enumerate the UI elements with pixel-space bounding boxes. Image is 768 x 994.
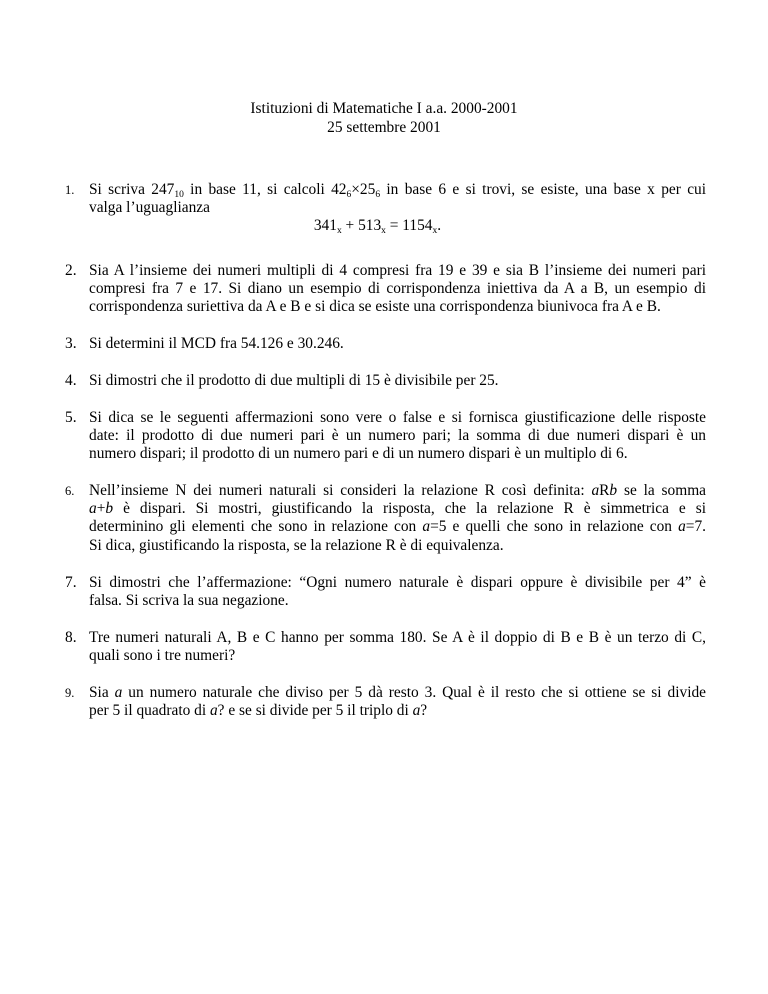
exercise-line: Nell’insieme N dei numeri naturali si consideri la relazione R così definita: aRb se la somma [89,482,706,499]
exercise-text [89,482,706,555]
exercise-number: 6. [65,484,75,498]
exercise-number: 7. [65,574,77,591]
exercise-number: 8. [65,629,77,646]
exercise-text [89,181,706,236]
exercise-line: falsa. Si scriva la sua negazione. [89,592,289,610]
exercise-text [89,409,706,464]
exercise-line: Si dica, giustificando la risposta, se la relazione R è di equivalenza. [89,536,504,554]
exercise-number: 2. [65,262,77,279]
exercise-line: quali sono i tre numeri? [89,647,236,665]
exercise-line: corrispondenza suriettiva da A e B e si dica se esiste una corrispondenza biunivoca fra A e B. [89,298,661,316]
exercise-line: Si determini il MCD fra 54.126 e 30.246. [89,335,344,352]
exercise-line: Tre numeri naturali A, B e C hanno per somma 180. Se A è il doppio di B e B è un terzo di C, [89,629,706,646]
exercise-line: Si scriva $247_{10}$ in base 11, si calcoli $42_6\times 25_6$ in base 6 e si trovi, se esiste, una base x per cui [89,181,706,200]
equation: $341_x + 513_x = 1154_x$. [313,217,442,237]
exercise-number: 3. [65,335,77,352]
exercise-line: per 5 il quadrato di a? e se si divide per 5 il triplo di a? [89,702,428,720]
exercise-number: 4. [65,372,77,389]
exercise-text [89,372,706,390]
document-title: Istituzioni di Matematiche I a.a. 2000-2001 [250,100,518,117]
exercise-line: compresi fra 7 e 17. Si diano un esempio di corrispondenza iniettiva da A a B, un esempio di [89,280,706,298]
exercise-line: Si dimostri che il prodotto di due multipli di 15 è divisibile per 25. [89,372,499,389]
exercise-text [89,684,706,720]
exercise-line: Sia A l’insieme dei numeri multipli di 4 compresi fra 19 e 39 e sia B l’insieme dei numeri pari [89,262,706,279]
exercise-line: date: il prodotto di due numeri pari è un numero pari; la somma di due numeri dispari è un [89,427,706,445]
exercise-line: valga l’uguaglianza [89,199,210,217]
document-date: 25 settembre 2001 [327,118,441,136]
exercise-line: a+b è dispari. Si mostri, giustificando la risposta, che la relazione R è simmetrica e si [89,500,706,518]
exercise-text [89,335,706,353]
document-header [0,100,768,137]
exercise-text [89,574,706,610]
exercise-text [89,629,706,665]
exercise-line: Sia a un numero naturale che diviso per 5 dà resto 3. Qual è il resto che si ottiene se si divide [89,684,706,701]
exercise-number: 1. [65,183,75,197]
exercise-text [89,262,706,317]
exercise-number: 9. [65,686,75,700]
exercise-line: determinino gli elementi che sono in relazione con a=5 e quelli che sono in relazione con a=7. [89,518,707,536]
exercise-line: Si dica se le seguenti affermazioni sono vere o false e si fornisca giustificazione delle risposte [89,409,706,426]
exercise-line: numero dispari; il prodotto di un numero pari e di un numero dispari è un multiplo di 6. [89,445,628,463]
exercise-line: Si dimostri che l’affermazione: “Ogni numero naturale è dispari oppure è divisibile per 4” è [89,574,706,591]
exercise-number: 5. [65,409,77,426]
